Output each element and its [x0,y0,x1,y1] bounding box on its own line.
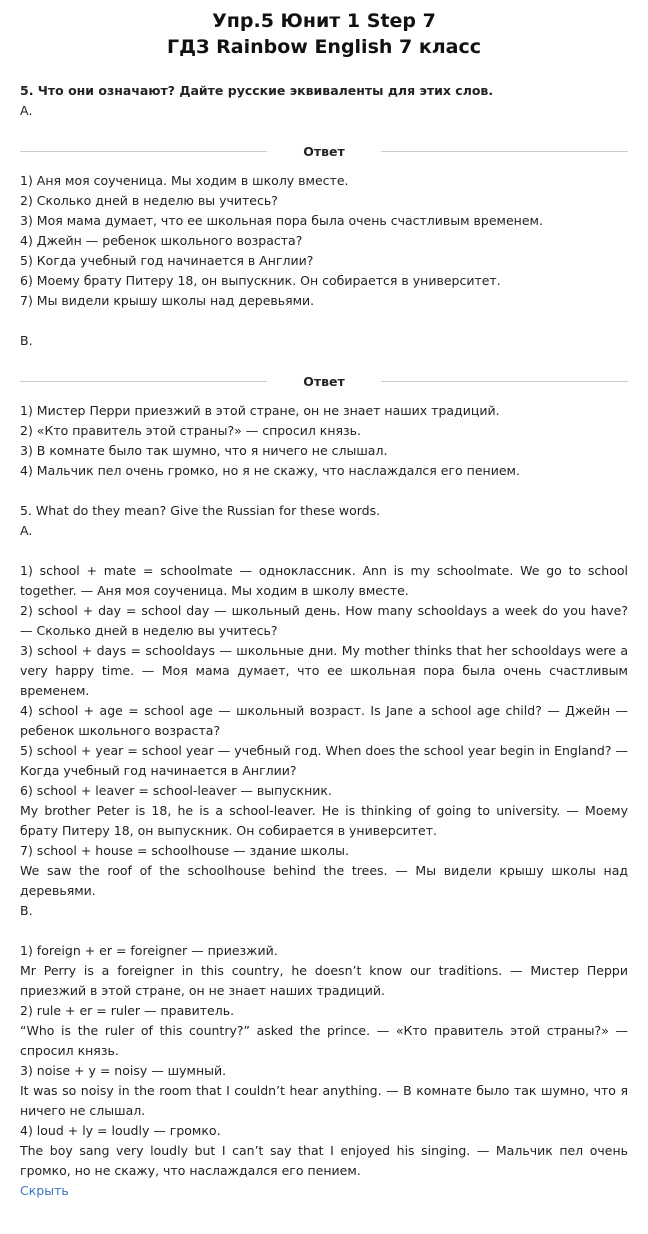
full-item: 2) rule + er = ruler — правитель. [20,1003,235,1018]
full-section-a: A. [20,523,33,538]
list-item: 1) Мистер Перри приезжий в этой стране, он не знает наших традиций. [20,403,500,418]
answer-b-list [20,401,628,481]
list-item: 5) Когда учебный год начинается в Англии? [20,253,314,268]
list-item: 2) «Кто правитель этой страны?» — спросил князь. [20,423,362,438]
answer-divider-b [20,371,628,391]
full-item: 3) school + days = schooldays — школьные дни. My mother thinks that her schooldays were a very happy time. — Моя мама думает, что ее школьная пора была очень счастливым временем. [20,643,628,698]
title-line-1: Упр.5 Юнит 1 Step 7 [212,10,436,32]
full-item: My brother Peter is 18, he is a school-leaver. He is thinking of going to university. — Моему брату Питеру 18, он выпускник. Он собирается в университет. [20,803,628,838]
section-b-label: В. [20,333,33,348]
task-block [20,81,628,121]
task-section-a: А. [20,103,33,118]
full-section-b: B. [20,903,33,918]
full-item: 2) school + day = school day — школьный день. How many schooldays a week do you have? — Сколько дней в неделю вы учитесь? [20,603,628,638]
list-item: 4) Джейн — ребенок школьного возраста? [20,233,303,248]
full-heading: 5. What do they mean? Give the Russian for these words. [20,503,381,518]
full-item: 4) school + age = school age — школьный возраст. Is Jane a school age child? — Джейн — ребенок школьного возраста? [20,703,628,738]
full-item: 1) school + mate = schoolmate — одноклассник. Ann is my schoolmate. We go to school together. — Аня моя соученица. Мы ходим в школу вместе. [20,563,628,598]
answer-label: Ответ [303,373,345,389]
answer-a-list [20,171,628,311]
task-heading: 5. Что они означают? Дайте русские эквиваленты для этих слов. [20,83,494,98]
answer-label: Ответ [303,143,345,159]
list-item: 4) Мальчик пел очень громко, но я не скажу, что наслаждался его пением. [20,463,520,478]
page-title [20,8,628,60]
divider-line [381,151,628,152]
title-line-2: ГДЗ Rainbow English 7 класс [166,36,482,58]
full-solution [20,501,628,1181]
full-item: “Who is the ruler of this country?” asked the prince. — «Кто правитель этой страны?» — спросил князь. [20,1023,628,1058]
full-item: 5) school + year = school year — учебный год. When does the school year begin in England? — Когда учебный год начинается в Англии? [20,743,628,778]
list-item: 2) Сколько дней в неделю вы учитесь? [20,193,278,208]
divider-line [20,381,267,382]
full-item: The boy sang very loudly but I can’t say that I enjoyed his singing. — Мальчик пел очень громко, но не скажу, что наслаждался его пением. [20,1143,628,1178]
full-item: 6) school + leaver = school-leaver — выпускник. [20,783,332,798]
full-item: We saw the roof of the schoolhouse behind the trees. — Мы видели крышу школы над деревьями. [20,863,628,898]
full-item: 1) foreign + er = foreigner — приезжий. [20,943,278,958]
list-item: 3) Моя мама думает, что ее школьная пора была очень счастливым временем. [20,213,543,228]
full-item: It was so noisy in the room that I couldn’t hear anything. — В комнате было так шумно, что я ничего не слышал. [20,1083,628,1118]
divider-line [20,151,267,152]
list-item: 6) Моему брату Питеру 18, он выпускник. Он собирается в университет. [20,273,501,288]
full-item: Mr Perry is a foreigner in this country, he doesn’t know our traditions. — Мистер Перри приезжий в этой стране, он не знает наших традиций. [20,963,628,998]
list-item: 3) В комнате было так шумно, что я ничего не слышал. [20,443,388,458]
list-item: 1) Аня моя соученица. Мы ходим в школу вместе. [20,173,349,188]
answer-divider-a [20,141,628,161]
list-item: 7) Мы видели крышу школы над деревьями. [20,293,315,308]
full-item: 4) loud + ly = loudly — громко. [20,1123,221,1138]
full-item: 7) school + house = schoolhouse — здание школы. [20,843,350,858]
full-item: 3) noise + y = noisy — шумный. [20,1063,227,1078]
divider-line [381,381,628,382]
hide-link[interactable]: Скрыть [20,1183,69,1198]
